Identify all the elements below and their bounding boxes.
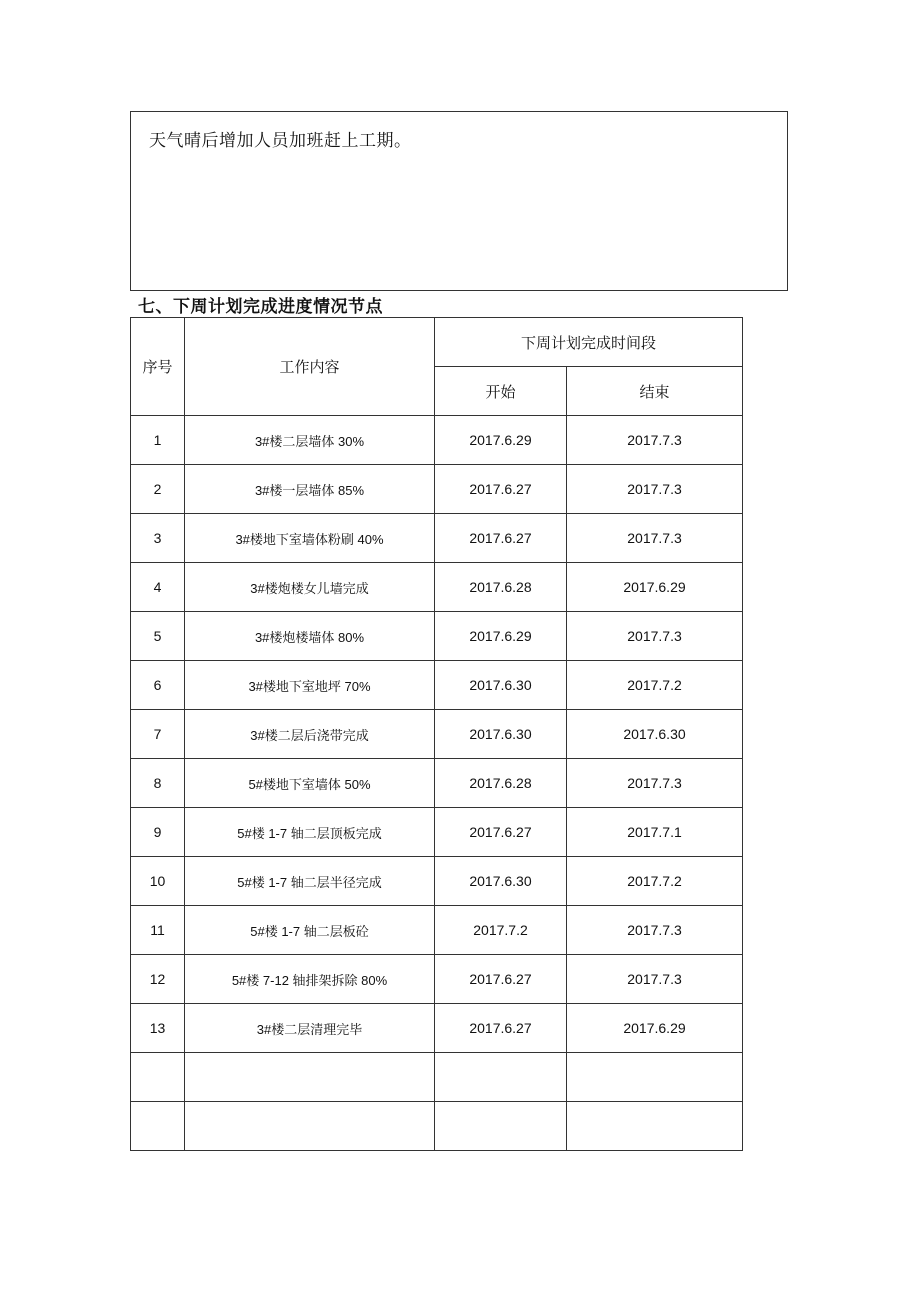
seq-cell	[131, 1053, 185, 1102]
start-date-cell: 2017.6.30	[435, 710, 567, 759]
start-date-cell: 2017.6.30	[435, 857, 567, 906]
end-date-cell: 2017.7.2	[567, 857, 743, 906]
start-date-cell	[435, 1053, 567, 1102]
start-date-cell	[435, 1102, 567, 1151]
seq-cell: 6	[131, 661, 185, 710]
header-start: 开始	[435, 367, 567, 416]
weekly-plan-table	[130, 317, 743, 1151]
seq-cell: 8	[131, 759, 185, 808]
table-row	[131, 514, 743, 563]
start-date-cell: 2017.6.27	[435, 465, 567, 514]
content-cell: 3#楼一层墙体 85%	[185, 465, 435, 514]
table-row	[131, 612, 743, 661]
header-period: 下周计划完成时间段	[435, 318, 743, 367]
table-row	[131, 1004, 743, 1053]
table-row	[131, 710, 743, 759]
seq-cell: 9	[131, 808, 185, 857]
end-date-cell: 2017.7.3	[567, 514, 743, 563]
content-cell: 3#楼二层墙体 30%	[185, 416, 435, 465]
end-date-cell: 2017.6.30	[567, 710, 743, 759]
content-cell: 5#楼 1-7 轴二层半径完成	[185, 857, 435, 906]
section-title: 七、下周计划完成进度情况节点	[138, 297, 383, 317]
seq-cell: 5	[131, 612, 185, 661]
end-date-cell	[567, 1053, 743, 1102]
content-cell: 3#楼二层后浇带完成	[185, 710, 435, 759]
header-seq: 序号	[131, 318, 185, 416]
notes-box	[130, 111, 788, 291]
start-date-cell: 2017.6.29	[435, 416, 567, 465]
table-row	[131, 1053, 743, 1102]
content-cell: 3#楼二层清理完毕	[185, 1004, 435, 1053]
table-row	[131, 1102, 743, 1151]
header-end: 结束	[567, 367, 743, 416]
content-cell: 5#楼地下室墙体 50%	[185, 759, 435, 808]
content-cell: 3#楼炮楼女儿墙完成	[185, 563, 435, 612]
header-content: 工作内容	[185, 318, 435, 416]
seq-cell: 11	[131, 906, 185, 955]
content-cell	[185, 1053, 435, 1102]
end-date-cell: 2017.7.3	[567, 906, 743, 955]
table-row	[131, 808, 743, 857]
table-row	[131, 416, 743, 465]
start-date-cell: 2017.7.2	[435, 906, 567, 955]
seq-cell: 10	[131, 857, 185, 906]
table-row	[131, 759, 743, 808]
content-cell: 3#楼炮楼墙体 80%	[185, 612, 435, 661]
content-cell: 3#楼地下室地坪 70%	[185, 661, 435, 710]
seq-cell: 3	[131, 514, 185, 563]
start-date-cell: 2017.6.28	[435, 563, 567, 612]
seq-cell: 2	[131, 465, 185, 514]
notes-text: 天气晴后增加人员加班赶上工期。	[149, 131, 412, 151]
content-cell: 5#楼 1-7 轴二层顶板完成	[185, 808, 435, 857]
table-row	[131, 563, 743, 612]
start-date-cell: 2017.6.27	[435, 955, 567, 1004]
seq-cell: 4	[131, 563, 185, 612]
start-date-cell: 2017.6.28	[435, 759, 567, 808]
end-date-cell: 2017.7.3	[567, 955, 743, 1004]
seq-cell	[131, 1102, 185, 1151]
seq-cell: 12	[131, 955, 185, 1004]
end-date-cell: 2017.7.3	[567, 612, 743, 661]
start-date-cell: 2017.6.30	[435, 661, 567, 710]
end-date-cell: 2017.7.3	[567, 465, 743, 514]
table-row	[131, 857, 743, 906]
start-date-cell: 2017.6.27	[435, 514, 567, 563]
start-date-cell: 2017.6.27	[435, 1004, 567, 1053]
end-date-cell: 2017.7.2	[567, 661, 743, 710]
table-row	[131, 465, 743, 514]
content-cell: 5#楼 7-12 轴排架拆除 80%	[185, 955, 435, 1004]
table-header-row	[131, 318, 743, 367]
start-date-cell: 2017.6.29	[435, 612, 567, 661]
table-row	[131, 661, 743, 710]
content-cell: 3#楼地下室墙体粉刷 40%	[185, 514, 435, 563]
seq-cell: 7	[131, 710, 185, 759]
start-date-cell: 2017.6.27	[435, 808, 567, 857]
table-row	[131, 906, 743, 955]
content-cell	[185, 1102, 435, 1151]
seq-cell: 13	[131, 1004, 185, 1053]
end-date-cell: 2017.7.3	[567, 759, 743, 808]
end-date-cell: 2017.6.29	[567, 563, 743, 612]
table-row	[131, 955, 743, 1004]
end-date-cell: 2017.7.3	[567, 416, 743, 465]
end-date-cell: 2017.7.1	[567, 808, 743, 857]
content-cell: 5#楼 1-7 轴二层板砼	[185, 906, 435, 955]
end-date-cell	[567, 1102, 743, 1151]
seq-cell: 1	[131, 416, 185, 465]
end-date-cell: 2017.6.29	[567, 1004, 743, 1053]
